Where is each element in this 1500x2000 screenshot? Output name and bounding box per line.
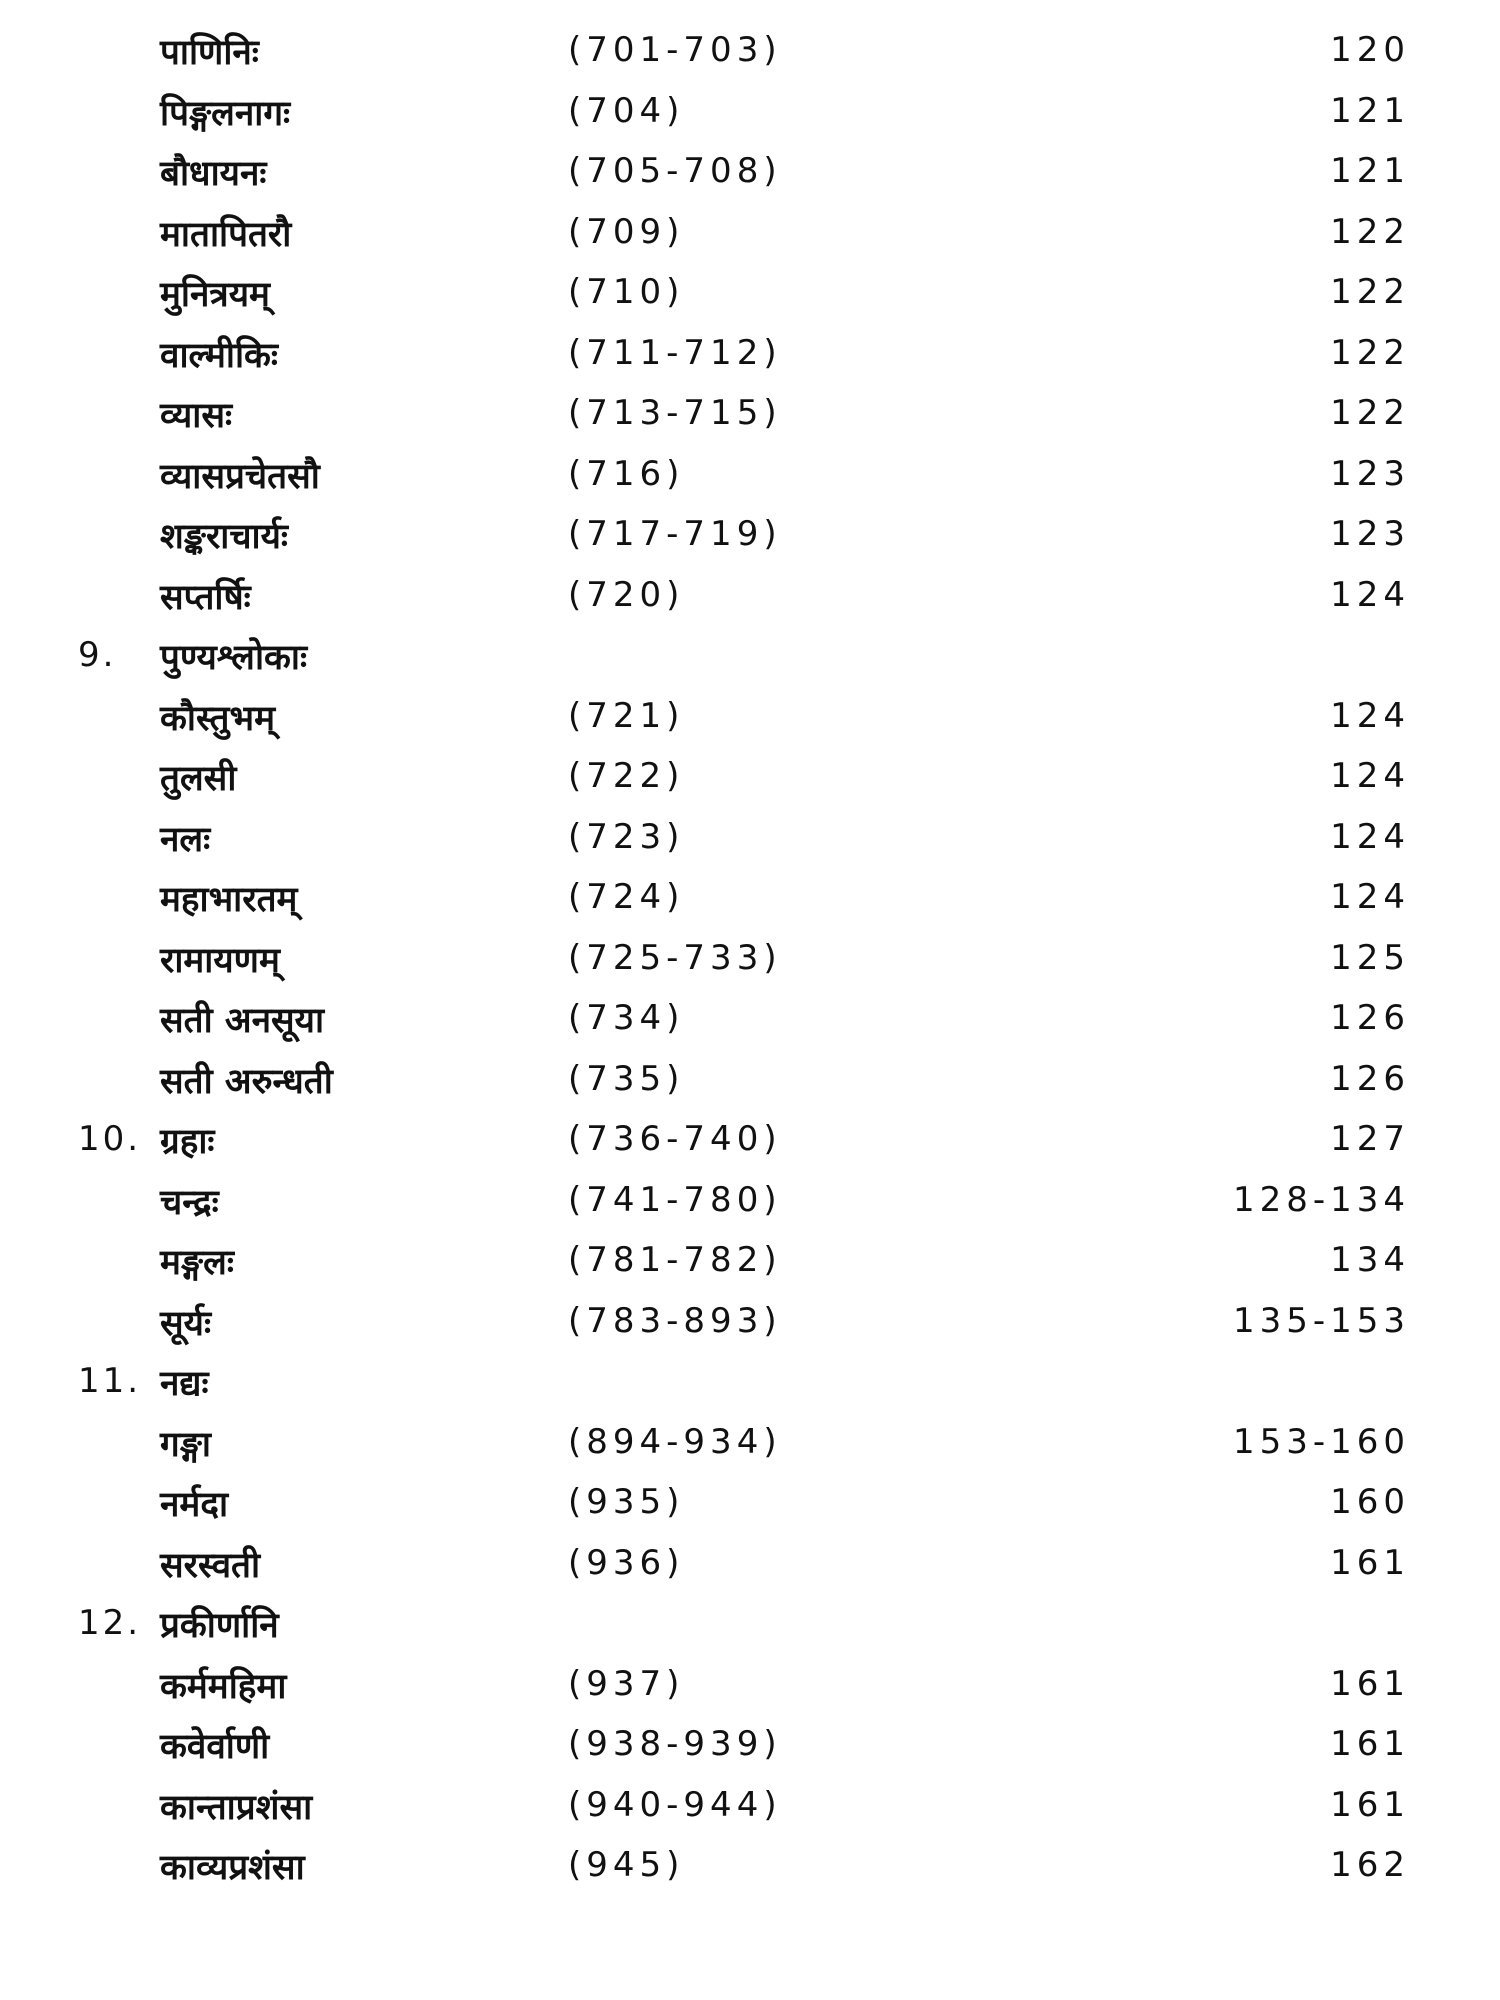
verse-range: (937) [568, 1663, 685, 1704]
entry-title: नलः [160, 819, 211, 860]
entry-title: मातापितरौ [160, 214, 292, 255]
verse-range: (945) [568, 1845, 685, 1885]
entry-title: कान्ताप्रशंसा [160, 1787, 313, 1828]
index-entry-row [0, 869, 1500, 930]
page-number: 160 [1330, 1482, 1410, 1522]
page-number: 122 [1330, 272, 1410, 312]
index-entry-row [0, 1837, 1500, 1898]
verse-range: (721) [568, 695, 685, 736]
index-entry-row [0, 627, 1500, 688]
page-number: 161 [1330, 1784, 1410, 1825]
index-entry-row [0, 688, 1500, 749]
index-entry-row [0, 1535, 1500, 1596]
index-entry-row [0, 204, 1500, 265]
page-number: 121 [1330, 151, 1410, 191]
entry-title: शङ्कराचार्यः [160, 517, 288, 557]
entry-title: चन्द्रः [160, 1182, 219, 1223]
section-title: पुण्यश्लोकाः [160, 638, 308, 678]
entry-title: मुनित्रयम् [160, 275, 270, 315]
entry-title: व्यासप्रचेतसौ [160, 456, 320, 497]
verse-range: (783-893) [568, 1300, 782, 1341]
section-number: 10. [78, 1119, 142, 1159]
index-entry-row [0, 264, 1500, 325]
page-number: 127 [1330, 1119, 1410, 1159]
entry-title: पाणिनिः [160, 33, 259, 73]
index-entries-list [0, 22, 1500, 1898]
section-number: 11. [78, 1361, 142, 1401]
page-number: 128-134 [1232, 1179, 1410, 1220]
index-entry-row [0, 325, 1500, 386]
page-number: 122 [1330, 393, 1410, 433]
page-number: 124 [1330, 877, 1410, 917]
verse-range: (720) [568, 574, 685, 615]
verse-range: (736-740) [568, 1119, 782, 1159]
entry-title: वाल्मीकिः [160, 335, 278, 376]
page-number: 124 [1330, 695, 1410, 736]
index-entry-row [0, 567, 1500, 628]
index-entry-row [0, 446, 1500, 507]
verse-range: (705-708) [568, 151, 782, 191]
index-entry-row [0, 1293, 1500, 1354]
entry-title: नर्मदा [160, 1485, 229, 1525]
page-number: 121 [1330, 90, 1410, 131]
page-number: 120 [1330, 30, 1410, 70]
index-entry-row [0, 1656, 1500, 1717]
page-number: 122 [1330, 332, 1410, 373]
page-number: 162 [1330, 1845, 1410, 1885]
index-entry-row [0, 22, 1500, 83]
index-entry-row [0, 83, 1500, 144]
entry-title: रामायणम् [160, 940, 280, 981]
page-number: 126 [1330, 1058, 1410, 1099]
section-title: प्रकीर्णानि [160, 1606, 279, 1646]
index-entry-row [0, 143, 1500, 204]
page-number: 161 [1330, 1663, 1410, 1704]
entry-title: व्यासः [160, 396, 233, 436]
verse-range: (709) [568, 211, 685, 252]
entry-title: सरस्वती [160, 1545, 261, 1586]
verse-range: (716) [568, 453, 685, 494]
page-number: 135-153 [1232, 1300, 1410, 1341]
entry-title: काव्यप्रशंसा [160, 1848, 305, 1888]
index-entry-row [0, 1353, 1500, 1414]
verse-range: (940-944) [568, 1784, 782, 1825]
page-number: 126 [1330, 998, 1410, 1038]
index-entry-row [0, 385, 1500, 446]
page-number: 134 [1330, 1240, 1410, 1280]
entry-title: सती अनसूया [160, 1001, 325, 1041]
verse-range: (723) [568, 816, 685, 857]
entry-title: मङ्गलः [160, 1243, 234, 1283]
page-number: 122 [1330, 211, 1410, 252]
page-number: 123 [1330, 514, 1410, 554]
index-entry-row [0, 506, 1500, 567]
entry-title: सती अरुन्धती [160, 1061, 333, 1102]
verse-range: (734) [568, 998, 685, 1038]
entry-title: सूर्यः [160, 1303, 212, 1344]
page-number: 124 [1330, 574, 1410, 615]
entry-title: कौस्तुभम् [160, 698, 276, 739]
page-number: 161 [1330, 1542, 1410, 1583]
verse-range: (704) [568, 90, 685, 131]
page-number: 161 [1330, 1724, 1410, 1764]
page-number: 153-160 [1232, 1421, 1410, 1462]
index-entry-row [0, 809, 1500, 870]
page-number: 125 [1330, 937, 1410, 978]
entry-title: सप्तर्षिः [160, 577, 251, 618]
verse-range: (735) [568, 1058, 685, 1099]
verse-range: (717-719) [568, 514, 782, 554]
verse-range: (711-712) [568, 332, 782, 373]
section-number: 12. [78, 1603, 142, 1643]
index-entry-row [0, 748, 1500, 809]
verse-range: (725-733) [568, 937, 782, 978]
verse-range: (710) [568, 272, 685, 312]
entry-title: कवेर्वाणी [160, 1727, 270, 1767]
index-entry-row [0, 990, 1500, 1051]
page-number: 124 [1330, 756, 1410, 796]
index-entry-row [0, 1777, 1500, 1838]
verse-range: (936) [568, 1542, 685, 1583]
section-number: 9. [78, 635, 117, 675]
entry-title: तुलसी [160, 759, 237, 799]
verse-range: (935) [568, 1482, 685, 1522]
index-entry-row [0, 1111, 1500, 1172]
verse-range: (724) [568, 877, 685, 917]
index-entry-row [0, 1595, 1500, 1656]
entry-title: महाभारतम् [160, 880, 298, 920]
index-entry-row [0, 1232, 1500, 1293]
verse-range: (713-715) [568, 393, 782, 433]
verse-range: (701-703) [568, 30, 782, 70]
index-entry-row [0, 1414, 1500, 1475]
entry-title: बौधायनः [160, 154, 267, 194]
verse-range: (722) [568, 756, 685, 796]
verse-range: (894-934) [568, 1421, 782, 1462]
entry-title: कर्ममहिमा [160, 1666, 287, 1707]
page-number: 124 [1330, 816, 1410, 857]
verse-range: (741-780) [568, 1179, 782, 1220]
section-title: ग्रहाः [160, 1122, 215, 1162]
entry-title: पिङ्गलनागः [160, 93, 291, 134]
page-number: 123 [1330, 453, 1410, 494]
verse-range: (781-782) [568, 1240, 782, 1280]
entry-title: गङ्गा [160, 1424, 211, 1465]
verse-range: (938-939) [568, 1724, 782, 1764]
index-entry-row [0, 1474, 1500, 1535]
section-title: नद्यः [160, 1364, 209, 1404]
index-entry-row [0, 1051, 1500, 1112]
index-entry-row [0, 930, 1500, 991]
index-entry-row [0, 1716, 1500, 1777]
index-entry-row [0, 1172, 1500, 1233]
